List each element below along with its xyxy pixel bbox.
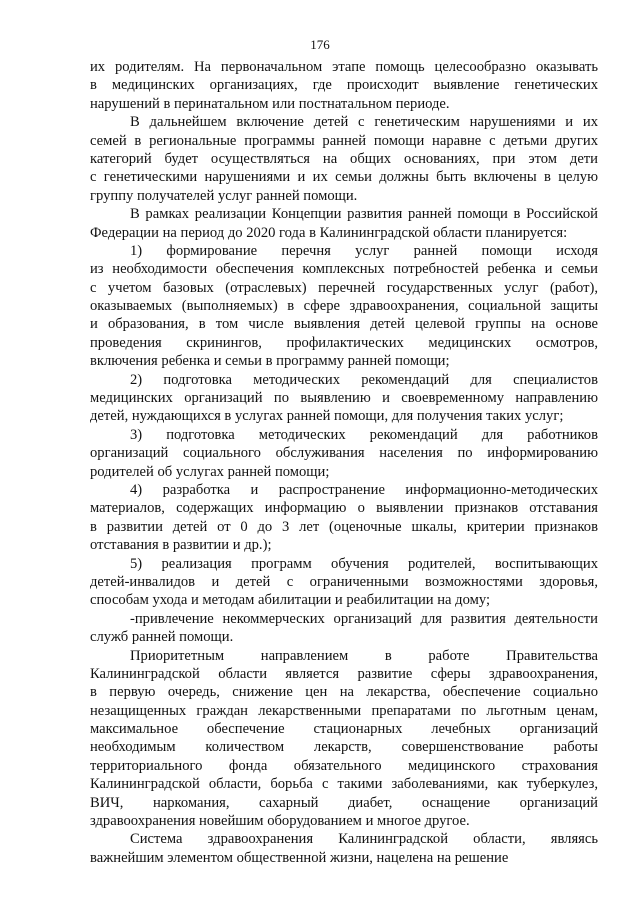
paragraph	[90, 555, 598, 610]
text-line: и образования, в том числе выявления детей целевой группы на основе	[90, 316, 598, 333]
paragraph	[90, 830, 598, 867]
text-line: в развитии детей от 0 до 3 лет (оценочные шкалы, критерии признаков	[90, 518, 598, 535]
text-line: медицинских организаций по выявлению и своевременному направлению	[90, 390, 598, 407]
text-line: максимальное обеспечение стационарных лечебных организаций	[90, 721, 598, 738]
paragraph	[90, 426, 598, 481]
text-line: в первую очередь, снижение цен на лекарства, обеспечение социально	[90, 684, 598, 701]
text-line: Система здравоохранения Калининградской области, являясь	[130, 831, 598, 848]
text-line: служб ранней помощи.	[90, 629, 234, 646]
paragraph	[90, 481, 598, 555]
text-line: Приоритетным направлением в работе Правительства	[130, 647, 598, 664]
page-number: 176	[310, 37, 330, 52]
text-line: организаций социального обслуживания населения по информированию	[90, 445, 598, 462]
text-line: территориального фонда обязательного медицинского страхования	[90, 757, 598, 774]
text-line: семей в региональные программы ранней помощи наравне с детьми других	[90, 132, 598, 149]
text-line: В дальнейшем включение детей с генетическим нарушениями и их	[130, 114, 598, 131]
text-line: включения ребенка и семьи в программу ранней помощи;	[90, 353, 450, 370]
text-line: 5) реализация программ обучения родителей, воспитывающих	[130, 555, 598, 572]
text-line: способам ухода и методам абилитации и реабилитации на дому;	[90, 592, 491, 609]
text-line: необходимым количеством лекарств, совершенствование работы	[90, 739, 598, 756]
text-line: ВИЧ, наркомания, сахарный диабет, оснащение организаций	[90, 794, 598, 811]
paragraph	[90, 371, 598, 426]
text-line: их родителям. На первоначальном этапе помощь целесообразно оказывать	[90, 59, 598, 75]
text-line: незащищенных граждан лекарственными препаратами по льготным ценам,	[90, 702, 598, 719]
text-line: материалов, содержащих информацию о выявлении признаков отставания	[90, 500, 598, 517]
text-line: группу получателей услуг ранней помощи.	[90, 187, 358, 204]
text-line: родителей об услугах ранней помощи;	[90, 463, 330, 480]
text-line: проведения скринингов, профилактических медицинских осмотров,	[90, 334, 598, 351]
paragraph	[90, 647, 598, 831]
text-line: Калининградской области, борьба с такими заболеваниями, как туберкулез,	[90, 776, 598, 793]
text-line: с генетическими нарушениями и их семьи должны быть включены в целую	[90, 169, 598, 186]
paragraph	[90, 58, 598, 113]
paragraph	[90, 205, 598, 242]
document-body	[90, 58, 598, 867]
text-line: отставания в развитии и др.);	[90, 537, 272, 554]
text-line: 2) подготовка методических рекомендаций для специалистов	[130, 371, 598, 388]
text-line: -привлечение некоммерческих организаций для развития деятельности	[130, 610, 598, 627]
text-line: с учетом базовых (отраслевых) перечней государственных услуг (работ),	[90, 279, 598, 296]
text-line: В рамках реализации Концепции развития ранней помощи в Российской	[130, 206, 598, 223]
text-line: из необходимости обеспечения комплексных потребностей ребенка и семьи	[90, 261, 598, 278]
text-line: 1) формирование перечня услуг ранней помощи исходя	[130, 242, 598, 259]
text-line: категорий будет осуществляться на общих основаниях, при этом дети	[90, 150, 598, 167]
text-line: нарушений в перинатальном или постнатальном периоде.	[90, 95, 450, 112]
text-line: 3) подготовка методических рекомендаций для работников	[130, 426, 598, 443]
text-line: в медицинских организациях, где происходит выявление генетических	[90, 77, 598, 94]
text-line: детей, нуждающихся в услугах ранней помощи, для получения таких услуг;	[90, 408, 564, 425]
paragraph	[90, 242, 598, 371]
paragraph	[90, 610, 598, 647]
paragraph	[90, 113, 598, 205]
text-line: детей-инвалидов и детей с ограниченными возможностями здоровья,	[90, 573, 598, 590]
text-line: Калининградской области является развитие сферы здравоохранения,	[90, 665, 598, 682]
text-line: здравоохранения новейшим оборудованием и многое другое.	[90, 813, 470, 830]
text-line: Федерации на период до 2020 года в Калининградской области планируется:	[90, 224, 568, 241]
text-line: 4) разработка и распространение информационно-методических	[130, 481, 598, 498]
text-line: важнейшим элементом общественной жизни, нацелена на решение	[90, 849, 509, 866]
text-line: оказываемых (выполняемых) в сфере здравоохранения, социальной защиты	[90, 298, 598, 315]
